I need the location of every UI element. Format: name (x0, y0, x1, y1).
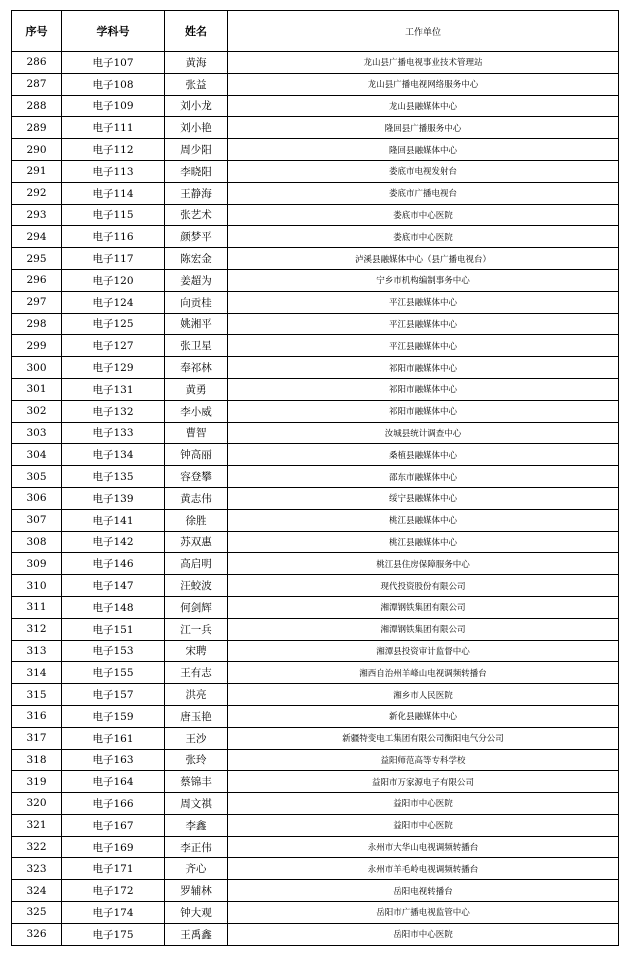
cell-subject: 电子174 (62, 902, 165, 924)
cell-no: 295 (12, 248, 62, 270)
cell-subject: 电子115 (62, 204, 165, 226)
cell-name: 黄勇 (165, 378, 228, 400)
cell-name: 刘小艳 (165, 117, 228, 139)
cell-name: 钟高丽 (165, 444, 228, 466)
cell-no: 290 (12, 139, 62, 161)
cell-subject: 电子124 (62, 291, 165, 313)
cell-name: 钟大观 (165, 902, 228, 924)
cell-no: 307 (12, 509, 62, 531)
table-row (12, 749, 619, 771)
cell-unit: 娄底市中心医院 (228, 204, 619, 226)
cell-name: 张卫星 (165, 335, 228, 357)
table-row (12, 793, 619, 815)
cell-name: 罗辅林 (165, 880, 228, 902)
cell-name: 容登攀 (165, 466, 228, 488)
cell-unit: 益阳市中心医院 (228, 793, 619, 815)
table-row (12, 509, 619, 531)
cell-no: 299 (12, 335, 62, 357)
cell-name: 汪蛟波 (165, 575, 228, 597)
cell-no: 305 (12, 466, 62, 488)
cell-subject: 电子120 (62, 269, 165, 291)
table-row (12, 727, 619, 749)
table-row (12, 771, 619, 793)
cell-name: 苏双惠 (165, 531, 228, 553)
cell-unit: 娄底市中心医院 (228, 226, 619, 248)
cell-unit: 湘潭钢铁集团有限公司 (228, 618, 619, 640)
cell-name: 李鑫 (165, 814, 228, 836)
table-row (12, 705, 619, 727)
table-row (12, 182, 619, 204)
cell-subject: 电子148 (62, 596, 165, 618)
cell-unit: 岳阳市中心医院 (228, 923, 619, 945)
table-row (12, 487, 619, 509)
cell-unit: 湘潭钢铁集团有限公司 (228, 596, 619, 618)
cell-unit: 泸溪县融媒体中心（县广播电视台） (228, 248, 619, 270)
cell-subject: 电子116 (62, 226, 165, 248)
table-row (12, 531, 619, 553)
cell-name: 向贡桂 (165, 291, 228, 313)
cell-unit: 桑植县融媒体中心 (228, 444, 619, 466)
table-row (12, 880, 619, 902)
cell-name: 周文祺 (165, 793, 228, 815)
table-row (12, 269, 619, 291)
cell-no: 297 (12, 291, 62, 313)
table-row (12, 335, 619, 357)
cell-subject: 电子163 (62, 749, 165, 771)
cell-unit: 祁阳市融媒体中心 (228, 400, 619, 422)
cell-subject: 电子129 (62, 357, 165, 379)
cell-no: 315 (12, 684, 62, 706)
cell-unit: 永州市羊毛岭电视调频转播台 (228, 858, 619, 880)
cell-unit: 绥宁县融媒体中心 (228, 487, 619, 509)
cell-unit: 龙山县融媒体中心 (228, 95, 619, 117)
cell-name: 蔡锦丰 (165, 771, 228, 793)
cell-subject: 电子161 (62, 727, 165, 749)
cell-no: 321 (12, 814, 62, 836)
table-row (12, 553, 619, 575)
cell-subject: 电子127 (62, 335, 165, 357)
cell-no: 301 (12, 378, 62, 400)
cell-unit: 益阳师范高等专科学校 (228, 749, 619, 771)
cell-subject: 电子108 (62, 73, 165, 95)
table-row (12, 444, 619, 466)
table-row (12, 357, 619, 379)
table-row (12, 248, 619, 270)
cell-no: 303 (12, 422, 62, 444)
cell-name: 陈宏金 (165, 248, 228, 270)
table-row (12, 378, 619, 400)
cell-no: 308 (12, 531, 62, 553)
cell-no: 292 (12, 182, 62, 204)
cell-no: 289 (12, 117, 62, 139)
table-row (12, 575, 619, 597)
cell-name: 黄海 (165, 52, 228, 74)
cell-unit: 娄底市广播电视台 (228, 182, 619, 204)
cell-name: 周少阳 (165, 139, 228, 161)
cell-subject: 电子112 (62, 139, 165, 161)
cell-subject: 电子111 (62, 117, 165, 139)
table-row (12, 139, 619, 161)
cell-name: 唐玉艳 (165, 705, 228, 727)
table-row (12, 618, 619, 640)
roster-table (11, 10, 619, 946)
cell-name: 李小威 (165, 400, 228, 422)
cell-no: 311 (12, 596, 62, 618)
table-row (12, 836, 619, 858)
table-row (12, 95, 619, 117)
cell-name: 何剑辉 (165, 596, 228, 618)
cell-unit: 益阳市中心医院 (228, 814, 619, 836)
cell-no: 323 (12, 858, 62, 880)
cell-unit: 隆回县融媒体中心 (228, 139, 619, 161)
cell-name: 王静海 (165, 182, 228, 204)
cell-subject: 电子135 (62, 466, 165, 488)
table-row (12, 117, 619, 139)
cell-no: 296 (12, 269, 62, 291)
cell-subject: 电子134 (62, 444, 165, 466)
table-row (12, 313, 619, 335)
cell-no: 304 (12, 444, 62, 466)
table-row (12, 858, 619, 880)
cell-name: 宋聘 (165, 640, 228, 662)
cell-subject: 电子131 (62, 378, 165, 400)
cell-unit: 永州市大华山电视调频转播台 (228, 836, 619, 858)
cell-name: 齐心 (165, 858, 228, 880)
cell-name: 洪亮 (165, 684, 228, 706)
cell-unit: 益阳市万家源电子有限公司 (228, 771, 619, 793)
cell-unit: 岳阳市广播电视监管中心 (228, 902, 619, 924)
cell-subject: 电子113 (62, 160, 165, 182)
cell-subject: 电子125 (62, 313, 165, 335)
table-row (12, 662, 619, 684)
cell-name: 黄志伟 (165, 487, 228, 509)
cell-subject: 电子141 (62, 509, 165, 531)
cell-unit: 平江县融媒体中心 (228, 335, 619, 357)
cell-unit: 桃江县融媒体中心 (228, 531, 619, 553)
cell-unit: 湘潭县投资审计监督中心 (228, 640, 619, 662)
cell-no: 294 (12, 226, 62, 248)
cell-subject: 电子153 (62, 640, 165, 662)
cell-no: 324 (12, 880, 62, 902)
cell-no: 298 (12, 313, 62, 335)
cell-unit: 龙山县广播电视网络服务中心 (228, 73, 619, 95)
cell-unit: 隆回县广播服务中心 (228, 117, 619, 139)
table-row (12, 466, 619, 488)
cell-name: 李晓阳 (165, 160, 228, 182)
cell-name: 王沙 (165, 727, 228, 749)
cell-no: 325 (12, 902, 62, 924)
header-row (12, 11, 619, 52)
cell-unit: 湘西自治州羊峰山电视调频转播台 (228, 662, 619, 684)
cell-no: 312 (12, 618, 62, 640)
cell-name: 李正伟 (165, 836, 228, 858)
cell-name: 颜梦平 (165, 226, 228, 248)
cell-subject: 电子167 (62, 814, 165, 836)
cell-subject: 电子159 (62, 705, 165, 727)
cell-subject: 电子172 (62, 880, 165, 902)
cell-subject: 电子139 (62, 487, 165, 509)
cell-unit: 岳阳电视转播台 (228, 880, 619, 902)
cell-name: 姚湘平 (165, 313, 228, 335)
cell-subject: 电子133 (62, 422, 165, 444)
cell-no: 291 (12, 160, 62, 182)
cell-no: 326 (12, 923, 62, 945)
table-row (12, 204, 619, 226)
roster-table-container (11, 10, 619, 946)
cell-no: 310 (12, 575, 62, 597)
cell-no: 318 (12, 749, 62, 771)
table-row (12, 902, 619, 924)
cell-subject: 电子147 (62, 575, 165, 597)
cell-subject: 电子151 (62, 618, 165, 640)
cell-unit: 娄底市电视发射台 (228, 160, 619, 182)
table-row (12, 640, 619, 662)
cell-unit: 祁阳市融媒体中心 (228, 357, 619, 379)
cell-no: 288 (12, 95, 62, 117)
cell-no: 287 (12, 73, 62, 95)
cell-unit: 新化县融媒体中心 (228, 705, 619, 727)
cell-unit: 桃江县住房保障服务中心 (228, 553, 619, 575)
table-row (12, 73, 619, 95)
cell-subject: 电子107 (62, 52, 165, 74)
cell-no: 293 (12, 204, 62, 226)
table-row (12, 160, 619, 182)
cell-subject: 电子146 (62, 553, 165, 575)
header-name: 姓名 (165, 11, 228, 52)
cell-subject: 电子175 (62, 923, 165, 945)
cell-name: 张玲 (165, 749, 228, 771)
cell-no: 286 (12, 52, 62, 74)
cell-name: 刘小龙 (165, 95, 228, 117)
cell-subject: 电子171 (62, 858, 165, 880)
cell-unit: 现代投资股份有限公司 (228, 575, 619, 597)
cell-no: 320 (12, 793, 62, 815)
header-no: 序号 (12, 11, 62, 52)
cell-name: 徐胜 (165, 509, 228, 531)
cell-unit: 新疆特变电工集团有限公司衡阳电气分公司 (228, 727, 619, 749)
cell-subject: 电子157 (62, 684, 165, 706)
table-row (12, 226, 619, 248)
cell-subject: 电子132 (62, 400, 165, 422)
cell-unit: 桃江县融媒体中心 (228, 509, 619, 531)
cell-no: 306 (12, 487, 62, 509)
cell-no: 319 (12, 771, 62, 793)
cell-subject: 电子142 (62, 531, 165, 553)
table-row (12, 923, 619, 945)
table-row (12, 422, 619, 444)
cell-no: 309 (12, 553, 62, 575)
table-row (12, 52, 619, 74)
table-row (12, 400, 619, 422)
cell-subject: 电子166 (62, 793, 165, 815)
cell-no: 316 (12, 705, 62, 727)
cell-subject: 电子109 (62, 95, 165, 117)
cell-unit: 祁阳市融媒体中心 (228, 378, 619, 400)
cell-unit: 宁乡市机构编制事务中心 (228, 269, 619, 291)
cell-subject: 电子164 (62, 771, 165, 793)
cell-no: 300 (12, 357, 62, 379)
table-row (12, 814, 619, 836)
cell-subject: 电子114 (62, 182, 165, 204)
cell-unit: 龙山县广播电视事业技术管理站 (228, 52, 619, 74)
cell-name: 奉祁林 (165, 357, 228, 379)
table-row (12, 596, 619, 618)
cell-name: 姜超为 (165, 269, 228, 291)
cell-unit: 平江县融媒体中心 (228, 291, 619, 313)
cell-no: 313 (12, 640, 62, 662)
cell-name: 高启明 (165, 553, 228, 575)
table-row (12, 291, 619, 313)
cell-name: 王禹鑫 (165, 923, 228, 945)
header-unit: 工作单位 (228, 11, 619, 52)
table-body (12, 52, 619, 946)
cell-subject: 电子155 (62, 662, 165, 684)
cell-name: 张益 (165, 73, 228, 95)
cell-name: 曹智 (165, 422, 228, 444)
cell-subject: 电子117 (62, 248, 165, 270)
cell-subject: 电子169 (62, 836, 165, 858)
cell-no: 314 (12, 662, 62, 684)
cell-name: 江一兵 (165, 618, 228, 640)
cell-unit: 湘乡市人民医院 (228, 684, 619, 706)
cell-unit: 平江县融媒体中心 (228, 313, 619, 335)
cell-name: 张艺术 (165, 204, 228, 226)
cell-no: 322 (12, 836, 62, 858)
cell-no: 317 (12, 727, 62, 749)
cell-no: 302 (12, 400, 62, 422)
table-row (12, 684, 619, 706)
cell-unit: 汝城县统计调查中心 (228, 422, 619, 444)
cell-name: 王有志 (165, 662, 228, 684)
header-subject: 学科号 (62, 11, 165, 52)
cell-unit: 邵东市融媒体中心 (228, 466, 619, 488)
